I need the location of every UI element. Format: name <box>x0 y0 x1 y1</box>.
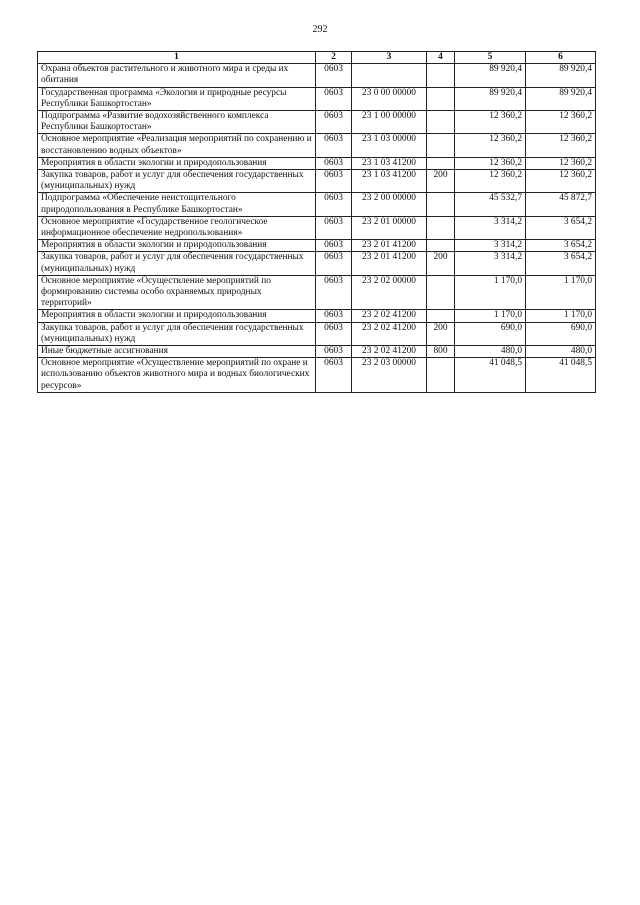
expense-type-cell <box>427 64 455 87</box>
expense-type-cell <box>427 310 455 322</box>
row-name-cell: Иные бюджетные ассигнования <box>38 346 316 358</box>
expense-type-cell <box>427 87 455 110</box>
amount-col5-cell: 12 360,2 <box>455 111 526 134</box>
target-code-cell: 23 2 00 00000 <box>352 193 427 216</box>
table-row <box>38 157 596 169</box>
table-row <box>38 134 596 157</box>
target-code-cell: 23 2 01 41200 <box>352 240 427 252</box>
section-code-cell: 0603 <box>316 358 352 393</box>
table-row <box>38 275 596 310</box>
section-code-cell: 0603 <box>316 322 352 345</box>
row-name-cell: Закупка товаров, работ и услуг для обеспечения государственных (муниципальных) нужд <box>38 252 316 275</box>
target-code-cell: 23 2 02 00000 <box>352 275 427 310</box>
amount-col6-cell: 3 654,2 <box>526 240 596 252</box>
table-body <box>38 64 596 393</box>
amount-col5-cell: 89 920,4 <box>455 64 526 87</box>
amount-col6-cell: 89 920,4 <box>526 64 596 87</box>
expense-type-cell <box>427 216 455 239</box>
table-row <box>38 358 596 393</box>
expense-type-cell <box>427 157 455 169</box>
expense-type-cell: 200 <box>427 322 455 345</box>
section-code-cell: 0603 <box>316 87 352 110</box>
amount-col6-cell: 3 654,2 <box>526 216 596 239</box>
expense-type-cell: 200 <box>427 170 455 193</box>
row-name-cell: Государственная программа «Экология и природные ресурсы Республики Башкортостан» <box>38 87 316 110</box>
row-name-cell: Подпрограмма «Обеспечение неистощительного природопользования в Республике Башкортостан» <box>38 193 316 216</box>
table-row <box>38 64 596 87</box>
section-code-cell: 0603 <box>316 346 352 358</box>
section-code-cell: 0603 <box>316 170 352 193</box>
section-code-cell: 0603 <box>316 252 352 275</box>
section-code-cell: 0603 <box>316 157 352 169</box>
expense-type-cell <box>427 111 455 134</box>
amount-col6-cell: 1 170,0 <box>526 275 596 310</box>
amount-col5-cell: 3 314,2 <box>455 252 526 275</box>
expense-type-cell <box>427 358 455 393</box>
table-row <box>38 240 596 252</box>
target-code-cell: 23 2 02 41200 <box>352 322 427 345</box>
amount-col5-cell: 3 314,2 <box>455 240 526 252</box>
section-code-cell: 0603 <box>316 111 352 134</box>
section-code-cell: 0603 <box>316 193 352 216</box>
section-code-cell: 0603 <box>316 240 352 252</box>
row-name-cell: Мероприятия в области экологии и природопользования <box>38 157 316 169</box>
section-code-cell: 0603 <box>316 64 352 87</box>
column-header: 6 <box>526 52 596 64</box>
target-code-cell: 23 1 00 00000 <box>352 111 427 134</box>
amount-col6-cell: 12 360,2 <box>526 111 596 134</box>
amount-col6-cell: 89 920,4 <box>526 87 596 110</box>
column-header: 2 <box>316 52 352 64</box>
amount-col6-cell: 480,0 <box>526 346 596 358</box>
expense-type-cell <box>427 275 455 310</box>
target-code-cell: 23 1 03 41200 <box>352 157 427 169</box>
row-name-cell: Основное мероприятие «Осуществление мероприятий по формированию системы особо охраняемых природных территорий» <box>38 275 316 310</box>
target-code-cell: 23 1 03 41200 <box>352 170 427 193</box>
target-code-cell: 23 2 01 41200 <box>352 252 427 275</box>
table-row <box>38 346 596 358</box>
amount-col5-cell: 1 170,0 <box>455 310 526 322</box>
expense-type-cell: 200 <box>427 252 455 275</box>
section-code-cell: 0603 <box>316 275 352 310</box>
amount-col6-cell: 41 048,5 <box>526 358 596 393</box>
column-header: 3 <box>352 52 427 64</box>
amount-col6-cell: 1 170,0 <box>526 310 596 322</box>
amount-col5-cell: 1 170,0 <box>455 275 526 310</box>
row-name-cell: Мероприятия в области экологии и природопользования <box>38 310 316 322</box>
column-header: 1 <box>38 52 316 64</box>
amount-col5-cell: 12 360,2 <box>455 157 526 169</box>
amount-col6-cell: 12 360,2 <box>526 157 596 169</box>
amount-col6-cell: 12 360,2 <box>526 170 596 193</box>
table-row <box>38 216 596 239</box>
page-number: 292 <box>312 24 328 35</box>
column-header: 4 <box>427 52 455 64</box>
amount-col5-cell: 12 360,2 <box>455 134 526 157</box>
row-name-cell: Закупка товаров, работ и услуг для обеспечения государственных (муниципальных) нужд <box>38 170 316 193</box>
row-name-cell: Охрана объектов растительного и животного мира и среды их обитания <box>38 64 316 87</box>
amount-col5-cell: 12 360,2 <box>455 170 526 193</box>
target-code-cell: 23 2 02 41200 <box>352 346 427 358</box>
table-row <box>38 170 596 193</box>
table-header-row <box>38 52 596 64</box>
expense-type-cell <box>427 240 455 252</box>
table-row <box>38 111 596 134</box>
amount-col5-cell: 690,0 <box>455 322 526 345</box>
amount-col6-cell: 12 360,2 <box>526 134 596 157</box>
table-row <box>38 310 596 322</box>
target-code-cell: 23 2 03 00000 <box>352 358 427 393</box>
row-name-cell: Подпрограмма «Развитие водохозяйственного комплекса Республики Башкортостан» <box>38 111 316 134</box>
row-name-cell: Основное мероприятие «Реализация мероприятий по сохранению и восстановлению водных объектов» <box>38 134 316 157</box>
expense-type-cell <box>427 134 455 157</box>
row-name-cell: Закупка товаров, работ и услуг для обеспечения государственных (муниципальных) нужд <box>38 322 316 345</box>
column-header: 5 <box>455 52 526 64</box>
target-code-cell: 23 2 01 00000 <box>352 216 427 239</box>
table-row <box>38 87 596 110</box>
table-row <box>38 193 596 216</box>
target-code-cell: 23 2 02 41200 <box>352 310 427 322</box>
row-name-cell: Основное мероприятие «Государственное геологическое информационное обеспечение недропользования» <box>38 216 316 239</box>
amount-col6-cell: 3 654,2 <box>526 252 596 275</box>
table-row <box>38 252 596 275</box>
target-code-cell <box>352 64 427 87</box>
amount-col6-cell: 690,0 <box>526 322 596 345</box>
amount-col5-cell: 89 920,4 <box>455 87 526 110</box>
amount-col5-cell: 41 048,5 <box>455 358 526 393</box>
section-code-cell: 0603 <box>316 216 352 239</box>
expense-type-cell <box>427 193 455 216</box>
row-name-cell: Основное мероприятие «Осуществление мероприятий по охране и использованию объектов животного мира и водных биологических ресурсов» <box>38 358 316 393</box>
amount-col5-cell: 480,0 <box>455 346 526 358</box>
expense-type-cell: 800 <box>427 346 455 358</box>
target-code-cell: 23 1 03 00000 <box>352 134 427 157</box>
row-name-cell: Мероприятия в области экологии и природопользования <box>38 240 316 252</box>
amount-col6-cell: 45 872,7 <box>526 193 596 216</box>
amount-col5-cell: 45 532,7 <box>455 193 526 216</box>
budget-table <box>37 51 596 393</box>
target-code-cell: 23 0 00 00000 <box>352 87 427 110</box>
section-code-cell: 0603 <box>316 310 352 322</box>
table-row <box>38 322 596 345</box>
section-code-cell: 0603 <box>316 134 352 157</box>
amount-col5-cell: 3 314,2 <box>455 216 526 239</box>
